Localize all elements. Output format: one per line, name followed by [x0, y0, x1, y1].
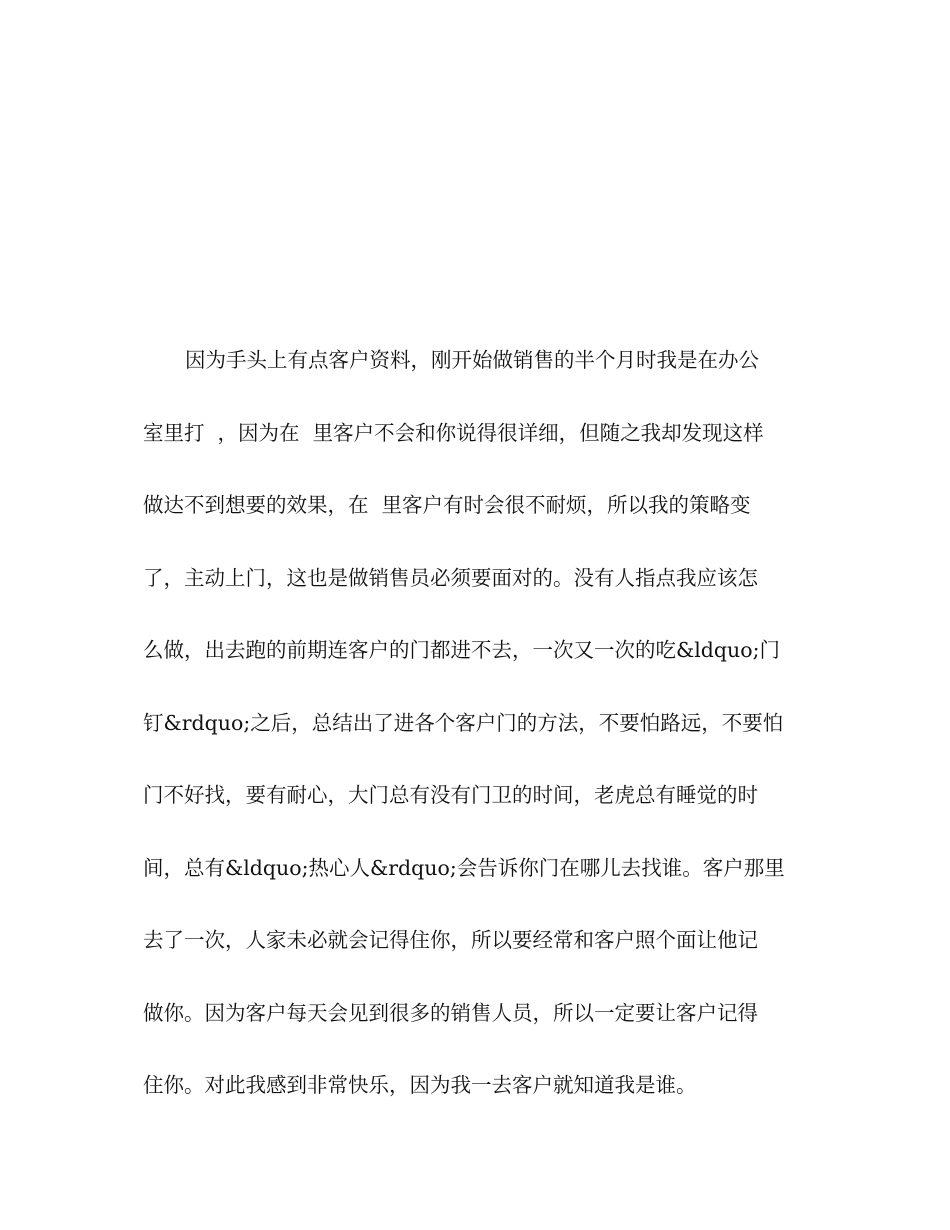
- paragraph-line-6: 钉&rdquo;之后，总结出了进各个客户门的方法，不要怕路远，不要怕: [143, 710, 784, 735]
- paragraph-line-8: 间，总有&ldquo;热心人&rdquo;会告诉你门在哪儿去找谁。客户那里: [143, 855, 785, 880]
- paragraph-line-7: 门不好找，要有耐心，大门总有没有门卫的时间，老虎总有睡觉的时: [143, 783, 758, 807]
- paragraph-line-3: 做达不到想要的效果，在 里客户有时会很不耐烦，所以我的策略变: [143, 493, 751, 517]
- paragraph: [143, 340, 813, 1138]
- paragraph-line-2: 室里打 ，因为在 里客户不会和你说得很详细，但随之我却发现这样: [143, 420, 764, 445]
- paragraph-line-11: 住你。对此我感到非常快乐，因为我一去客户就知道我是谁。: [143, 1073, 697, 1097]
- paragraph-line-10: 做你。因为客户每天会见到很多的销售人员，所以一定要让客户记得: [143, 1000, 758, 1025]
- paragraph-line-1: 因为手头上有点客户资料，刚开始做销售的半个月时我是在办公: [185, 348, 759, 372]
- paragraph-line-4: 了，主动上门，这也是做销售员必须要面对的。没有人指点我应该怎: [143, 565, 758, 590]
- paragraph-line-9: 去了一次，人家未必就会记得住你，所以要经常和客户照个面让他记: [143, 928, 758, 952]
- paragraph-line-5: 么做，出去跑的前期连客户的门都进不去，一次又一次的吃&ldquo;门: [143, 638, 780, 662]
